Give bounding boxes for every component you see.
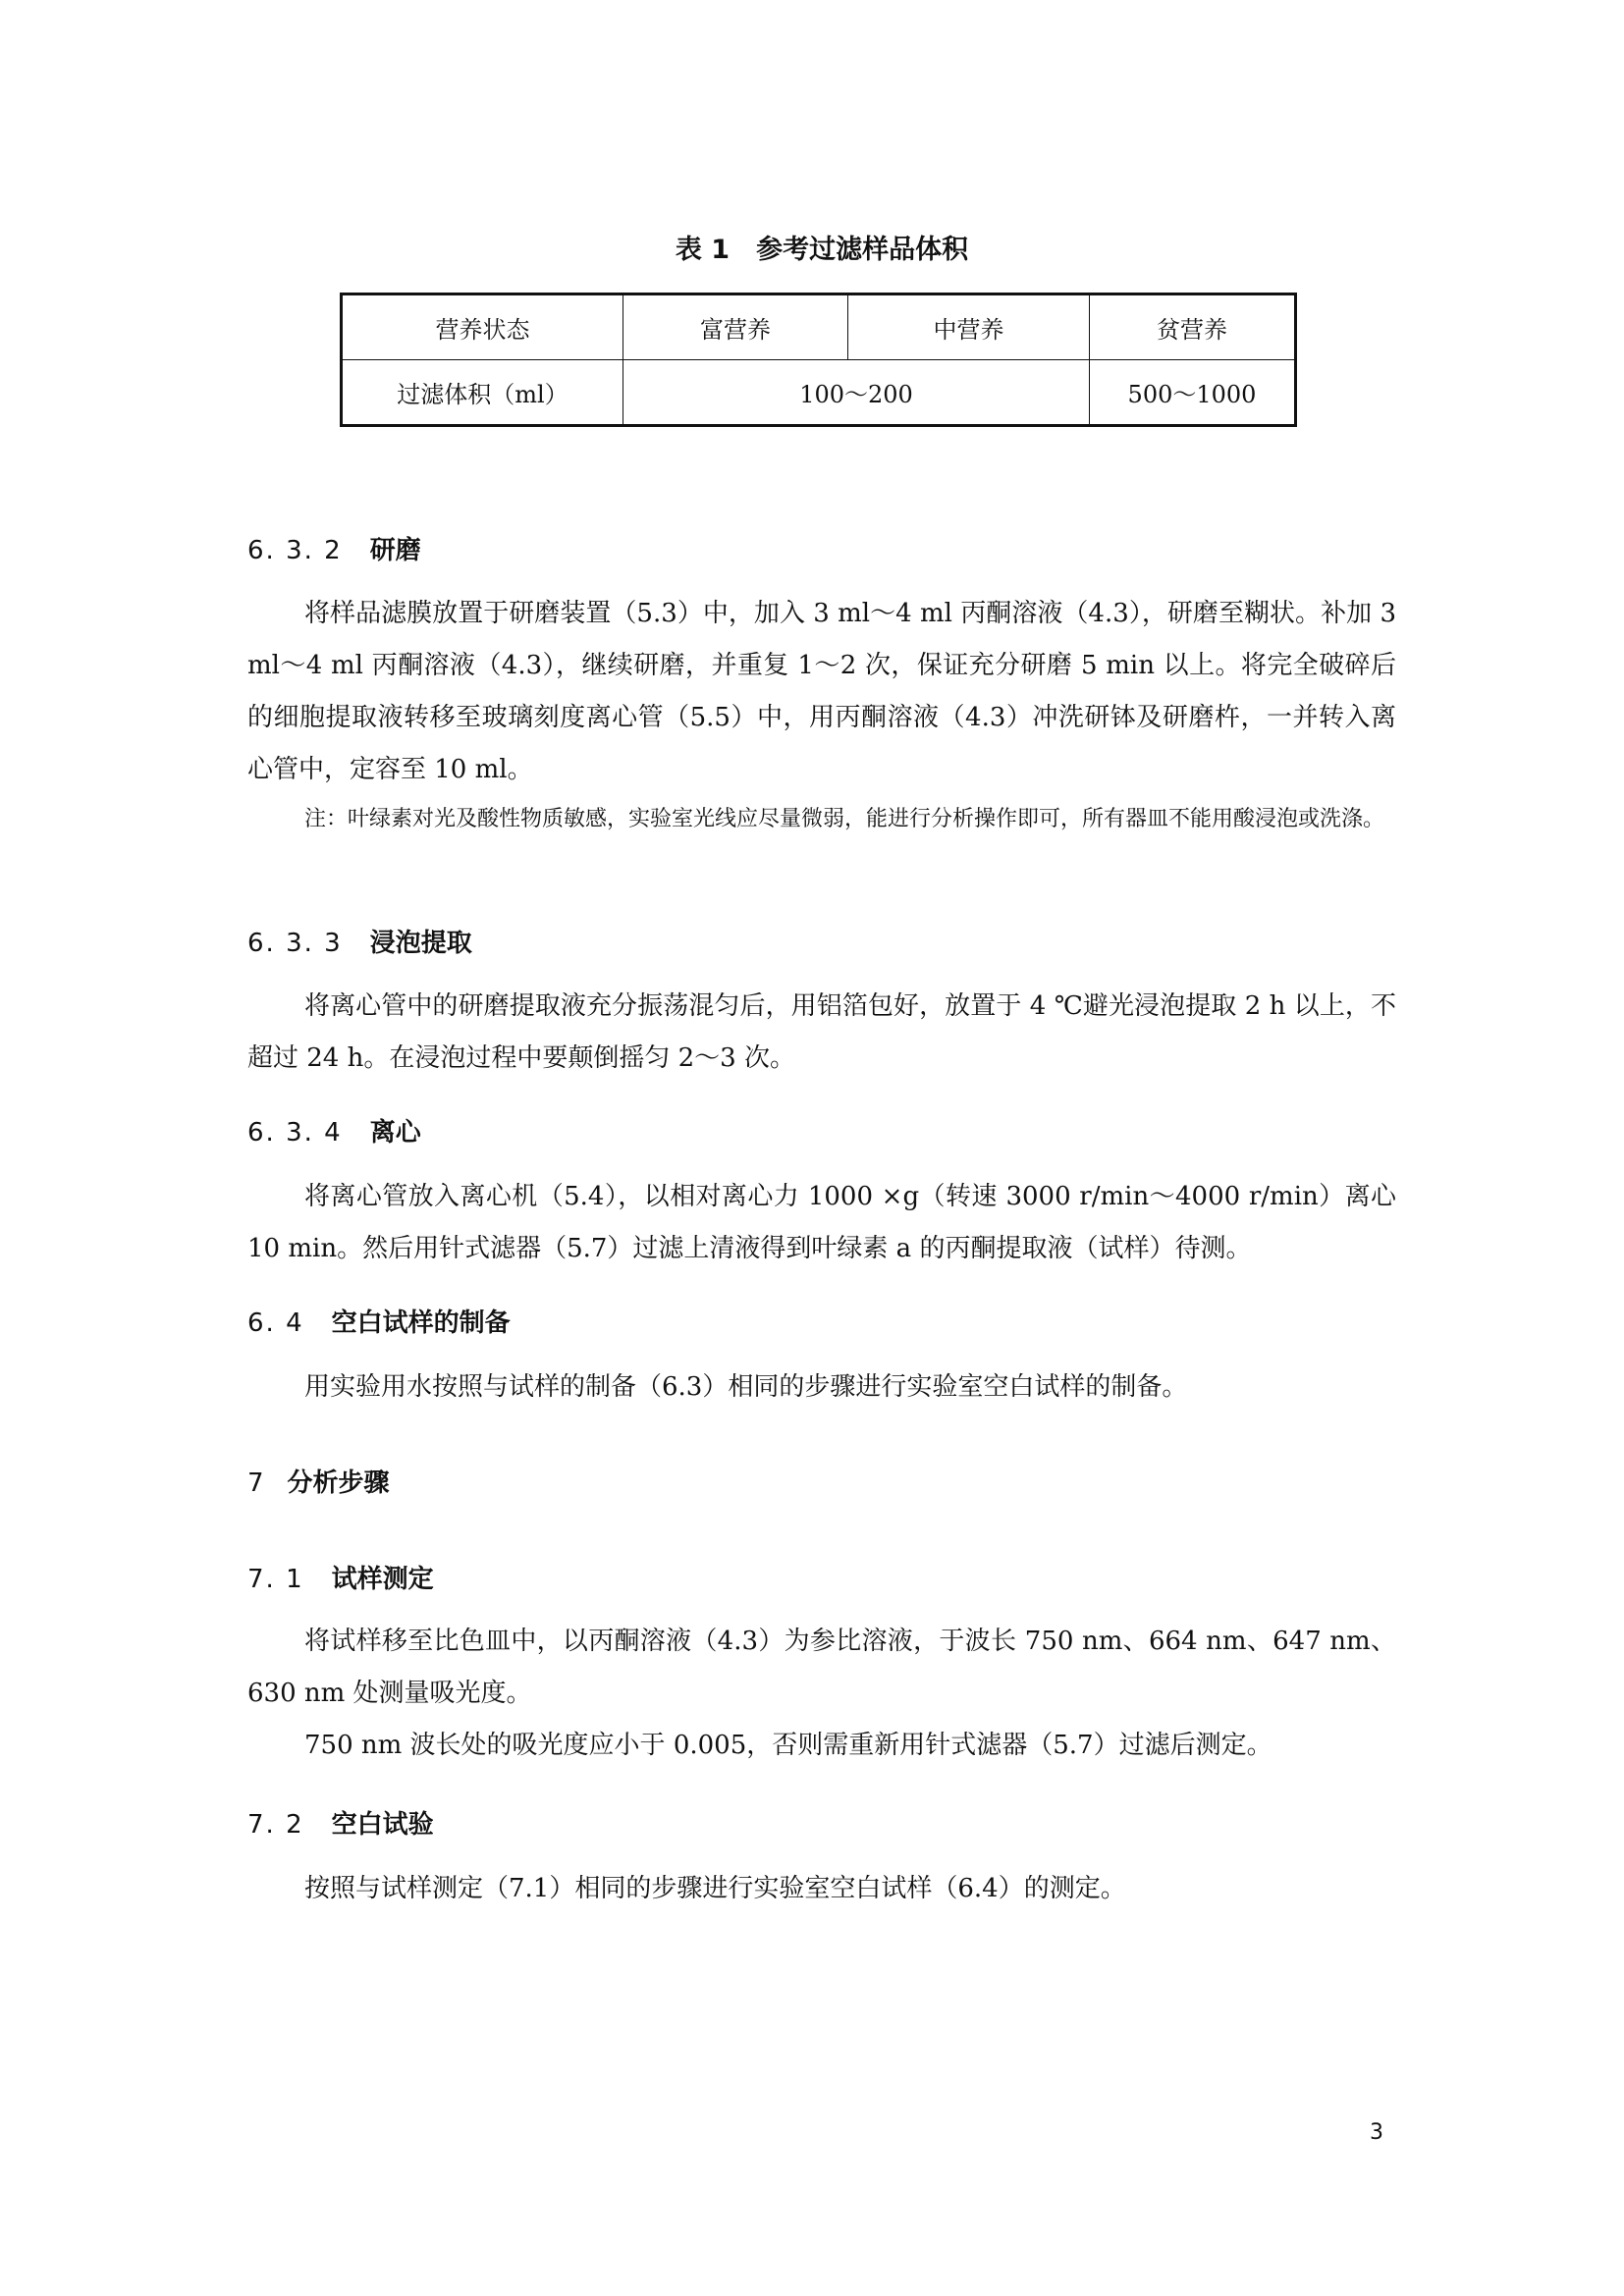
section-title: 试样测定 <box>331 1565 434 1594</box>
section-title: 空白试样的制备 <box>331 1308 511 1338</box>
page-number: 3 <box>1370 2120 1383 2145</box>
section-title: 离心 <box>369 1118 421 1148</box>
section-heading-6-3-3 <box>247 923 472 959</box>
section-number: 7. 1 <box>247 1565 304 1594</box>
table-header-cell: 贫营养 <box>1090 294 1296 360</box>
section-heading-7 <box>247 1463 390 1499</box>
note: 注：叶绿素对光及酸性物质敏感，实验室光线应尽量微弱，能进行分析操作即可，所有器皿不能用酸浸泡或洗涤。 <box>304 807 1385 831</box>
section-heading-6-3-4 <box>247 1112 421 1148</box>
paragraph: 750 nm 波长处的吸光度应小于 0.005，否则需重新用针式滤器（5.7）过滤后测定。 <box>304 1731 1272 1760</box>
paragraph: 将离心管放入离心机（5.4），以相对离心力 1000 ×g（转速 3000 r/min～4000 r/min）离心 10 min。然后用针式滤器（5.7）过滤上清液得到叶绿素 a 的丙酮提取液（试样）待测。 <box>247 1182 1396 1263</box>
paragraph: 将离心管中的研磨提取液充分振荡混匀后，用铝箔包好，放置于 4 ℃避光浸泡提取 2 h 以上，不超过 24 h。在浸泡过程中要颠倒摇匀 2～3 次。 <box>247 991 1396 1073</box>
section-title: 分析步骤 <box>287 1468 390 1498</box>
section-heading-6-3-2 <box>247 530 421 566</box>
section-title: 浸泡提取 <box>369 929 472 958</box>
section-number: 7. 2 <box>247 1810 304 1840</box>
paragraph: 将样品滤膜放置于研磨装置（5.3）中，加入 3 ml～4 ml 丙酮溶液（4.3），研磨至糊状。补加 3 ml～4 ml 丙酮溶液（4.3），继续研磨，并重复 1～2 次，保证充分研磨 5 min 以上。将完全破碎后的细胞提取液转移至玻璃刻度离心管（5.5）中，用丙酮溶液（4.3）冲洗研钵及研磨杵，一并转入离心管中，定容至 10 ml。 <box>247 599 1396 784</box>
section-number: 7 <box>247 1468 266 1498</box>
section-title: 研磨 <box>369 536 421 565</box>
paragraph: 将试样移至比色皿中，以丙酮溶液（4.3）为参比溶液，于波长 750 nm、664 nm、647 nm、630 nm 处测量吸光度。 <box>247 1627 1396 1708</box>
section-heading-6-4 <box>247 1303 511 1339</box>
paragraph: 用实验用水按照与试样的制备（6.3）相同的步骤进行实验室空白试样的制备。 <box>304 1372 1188 1402</box>
table-caption: 表 1 参考过滤样品体积 <box>675 235 969 265</box>
table-row <box>342 360 1296 426</box>
section-heading-7-2 <box>247 1804 434 1841</box>
reference-volume-table <box>340 293 1297 427</box>
table-header-cell: 中营养 <box>848 294 1090 360</box>
section-number: 6. 3. 2 <box>247 536 343 565</box>
section-title: 空白试验 <box>331 1810 434 1840</box>
table-header-cell: 营养状态 <box>342 294 623 360</box>
table-header-cell: 富营养 <box>623 294 848 360</box>
section-number: 6. 3. 3 <box>247 929 343 958</box>
paragraph: 按照与试样测定（7.1）相同的步骤进行实验室空白试样（6.4）的测定。 <box>304 1874 1126 1903</box>
table-header-row <box>342 294 1296 360</box>
table-cell-value: 500～1000 <box>1090 360 1296 426</box>
section-heading-7-1 <box>247 1559 434 1595</box>
section-number: 6. 4 <box>247 1308 304 1338</box>
section-number: 6. 3. 4 <box>247 1118 343 1148</box>
table-cell-value: 100～200 <box>623 360 1090 426</box>
table-cell-label: 过滤体积（ml） <box>342 360 623 426</box>
